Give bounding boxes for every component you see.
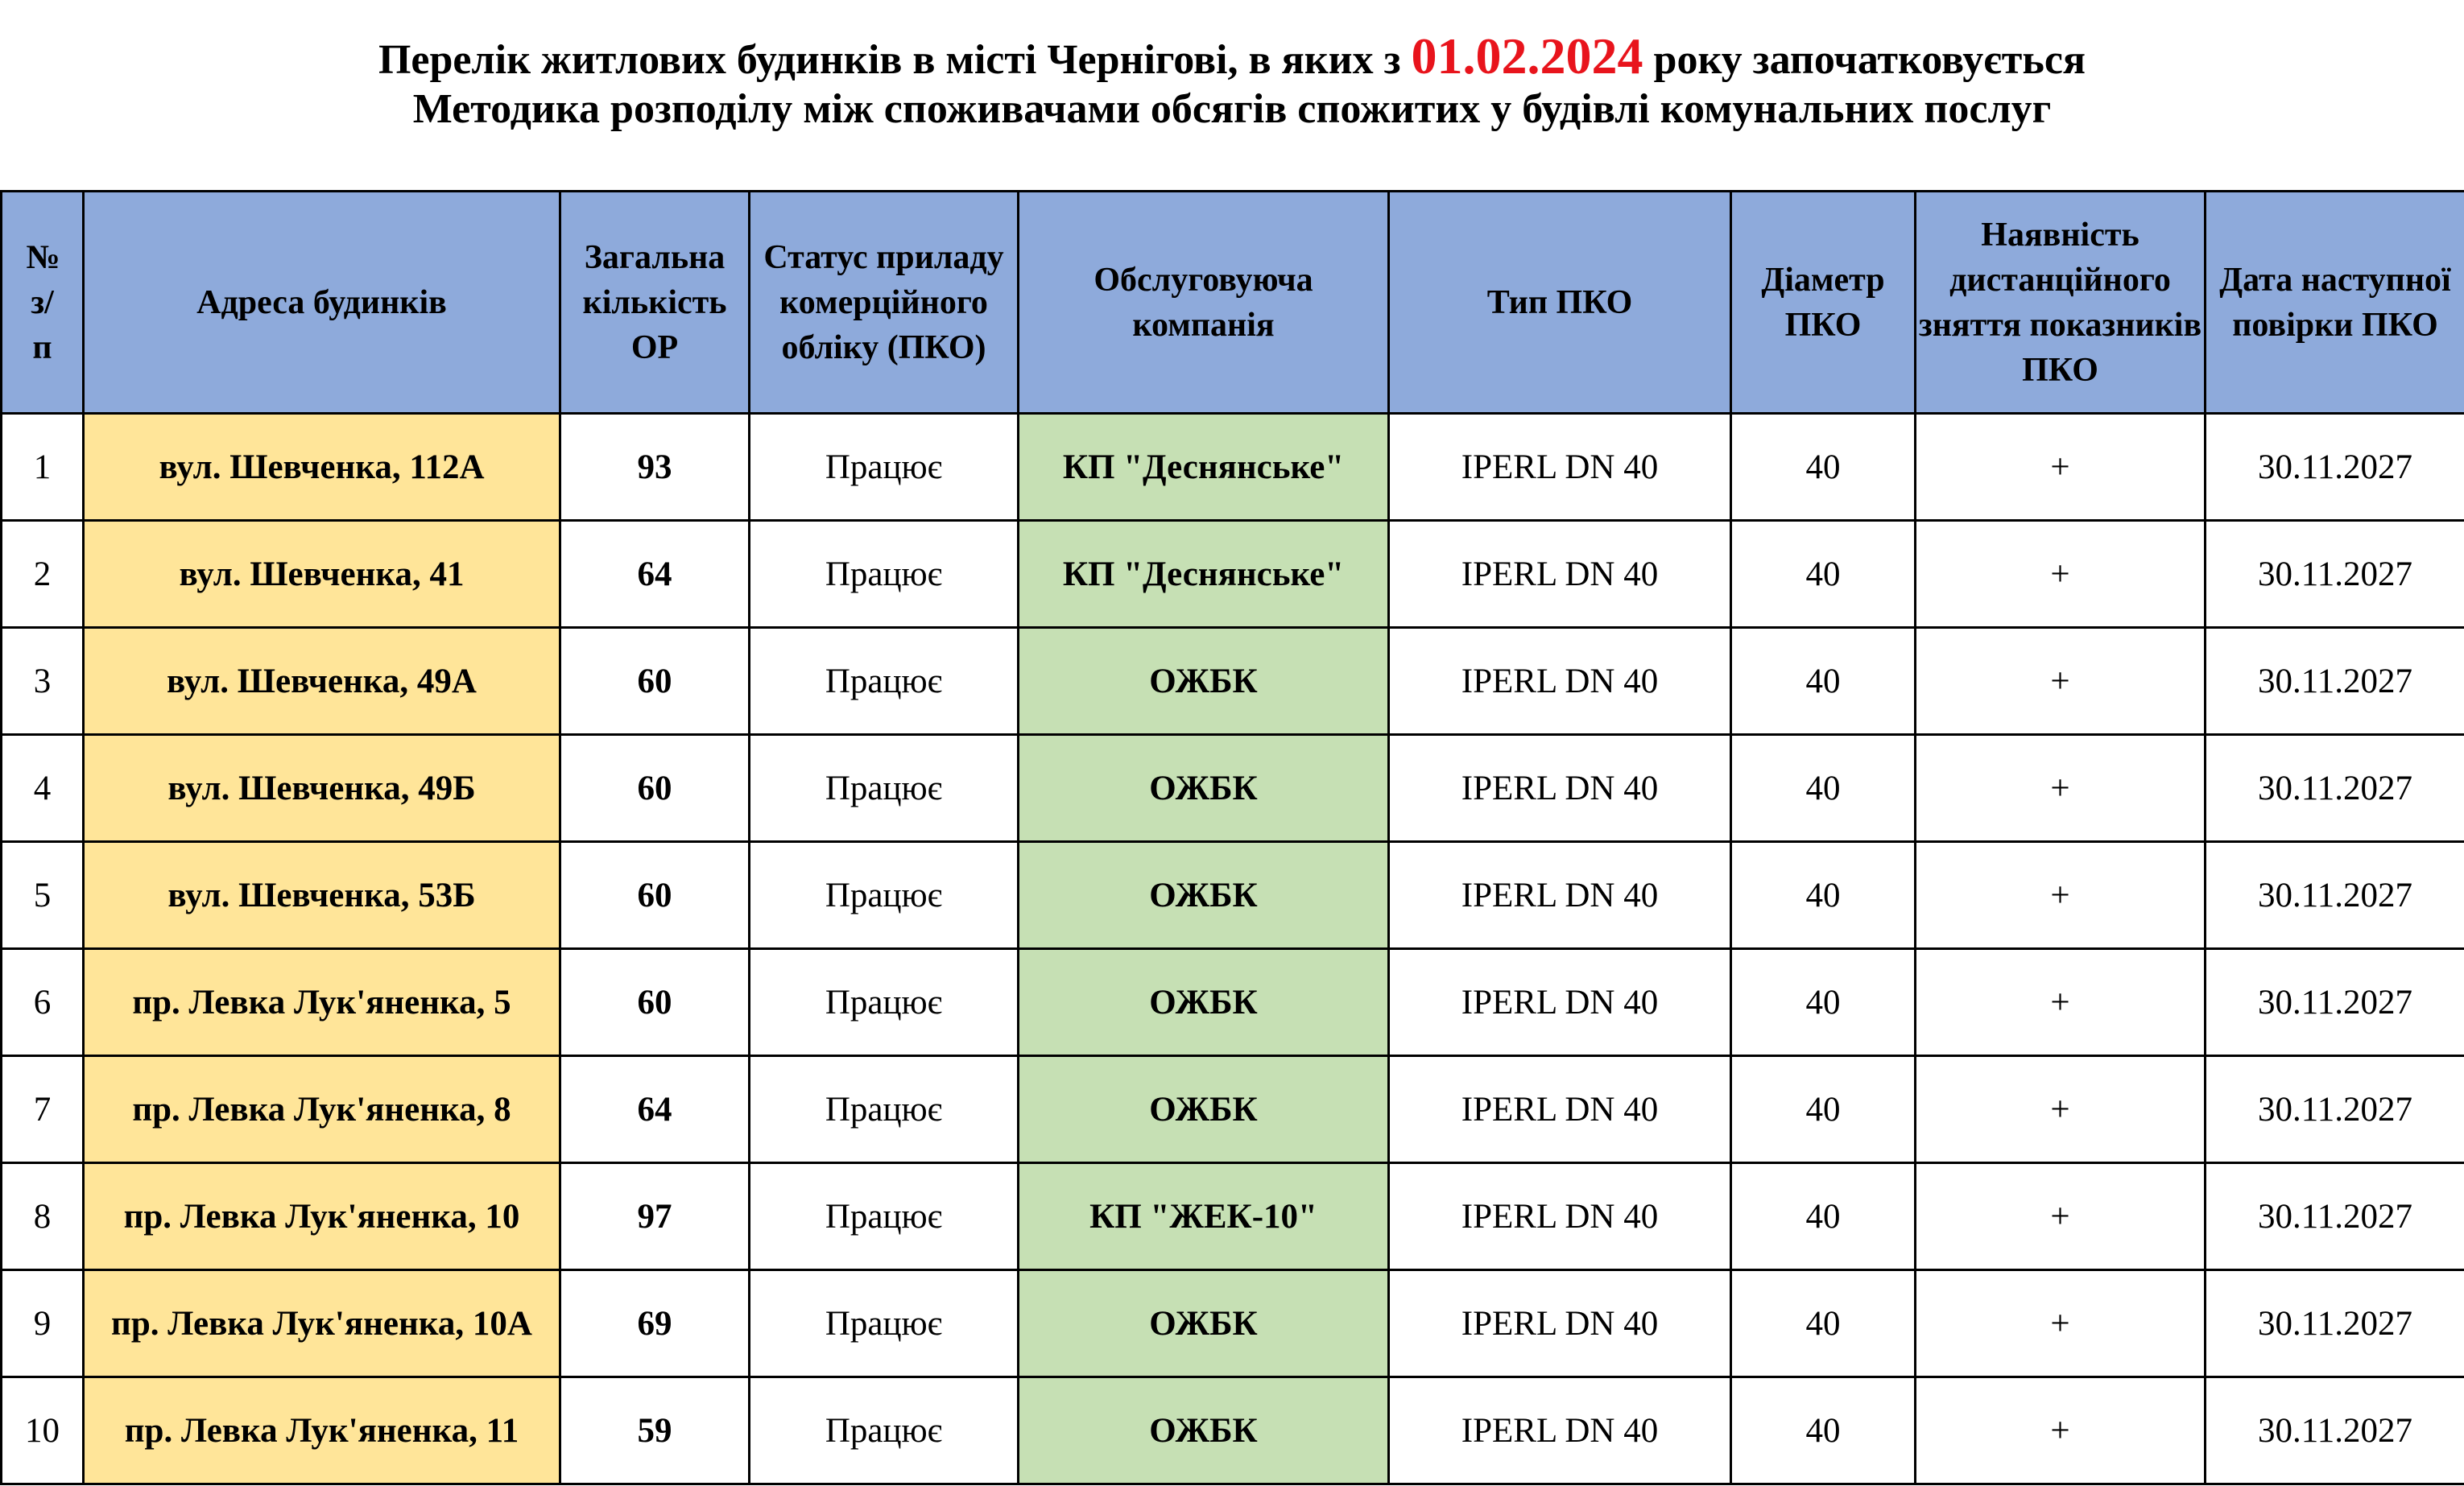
table-row bbox=[2, 414, 2464, 521]
cell-units: 60 bbox=[560, 842, 750, 949]
cell-company: КП "ЖЕК-10" bbox=[1019, 1163, 1389, 1270]
cell-date: 30.11.2027 bbox=[2206, 1056, 2464, 1163]
cell-num: 3 bbox=[2, 628, 84, 735]
cell-diameter: 40 bbox=[1731, 1056, 1916, 1163]
title-date: 01.02.2024 bbox=[1411, 27, 1643, 85]
cell-company: ОЖБК bbox=[1019, 842, 1389, 949]
cell-num: 5 bbox=[2, 842, 84, 949]
header-date: Дата наступної повірки ПКО bbox=[2206, 192, 2464, 414]
cell-units: 60 bbox=[560, 735, 750, 842]
cell-date: 30.11.2027 bbox=[2206, 1270, 2464, 1377]
cell-status: Працює bbox=[750, 628, 1019, 735]
table-row bbox=[2, 628, 2464, 735]
cell-date: 30.11.2027 bbox=[2206, 1163, 2464, 1270]
table-header-row bbox=[2, 192, 2464, 414]
cell-num: 7 bbox=[2, 1056, 84, 1163]
table-row bbox=[2, 1377, 2464, 1484]
cell-type: IPERL DN 40 bbox=[1389, 1377, 1731, 1484]
cell-units: 59 bbox=[560, 1377, 750, 1484]
cell-type: IPERL DN 40 bbox=[1389, 735, 1731, 842]
title-line-2: Методика розподілу між споживачами обсягів спожитих у будівлі комунальних послуг bbox=[412, 86, 2052, 132]
table-row bbox=[2, 842, 2464, 949]
cell-remote: + bbox=[1916, 735, 2206, 842]
table-row bbox=[2, 1163, 2464, 1270]
cell-address: вул. Шевченка, 112А bbox=[84, 414, 560, 521]
cell-remote: + bbox=[1916, 1163, 2206, 1270]
cell-company: ОЖБК bbox=[1019, 1270, 1389, 1377]
cell-date: 30.11.2027 bbox=[2206, 949, 2464, 1056]
cell-remote: + bbox=[1916, 842, 2206, 949]
cell-company: ОЖБК bbox=[1019, 1056, 1389, 1163]
cell-units: 60 bbox=[560, 949, 750, 1056]
houses-table bbox=[0, 190, 2464, 1485]
cell-date: 30.11.2027 bbox=[2206, 735, 2464, 842]
table-row bbox=[2, 1056, 2464, 1163]
cell-status: Працює bbox=[750, 1056, 1019, 1163]
cell-status: Працює bbox=[750, 842, 1019, 949]
cell-units: 60 bbox=[560, 628, 750, 735]
cell-company: КП "Деснянське" bbox=[1019, 414, 1389, 521]
cell-num: 4 bbox=[2, 735, 84, 842]
cell-remote: + bbox=[1916, 949, 2206, 1056]
cell-type: IPERL DN 40 bbox=[1389, 949, 1731, 1056]
title-line-1 bbox=[0, 27, 2464, 85]
cell-address: вул. Шевченка, 49Б bbox=[84, 735, 560, 842]
cell-company: ОЖБК bbox=[1019, 628, 1389, 735]
cell-diameter: 40 bbox=[1731, 842, 1916, 949]
cell-diameter: 40 bbox=[1731, 735, 1916, 842]
cell-diameter: 40 bbox=[1731, 1270, 1916, 1377]
cell-remote: + bbox=[1916, 628, 2206, 735]
cell-diameter: 40 bbox=[1731, 1163, 1916, 1270]
cell-num: 8 bbox=[2, 1163, 84, 1270]
cell-remote: + bbox=[1916, 521, 2206, 628]
cell-type: IPERL DN 40 bbox=[1389, 628, 1731, 735]
cell-num: 9 bbox=[2, 1270, 84, 1377]
cell-status: Працює bbox=[750, 1163, 1019, 1270]
cell-units: 69 bbox=[560, 1270, 750, 1377]
title-text-after-date: року започатковується bbox=[1643, 37, 2086, 83]
cell-date: 30.11.2027 bbox=[2206, 414, 2464, 521]
cell-address: вул. Шевченка, 41 bbox=[84, 521, 560, 628]
table-row bbox=[2, 521, 2464, 628]
cell-company: ОЖБК bbox=[1019, 949, 1389, 1056]
cell-company: ОЖБК bbox=[1019, 1377, 1389, 1484]
table-row bbox=[2, 735, 2464, 842]
cell-status: Працює bbox=[750, 1270, 1019, 1377]
cell-status: Працює bbox=[750, 521, 1019, 628]
header-type: Тип ПКО bbox=[1389, 192, 1731, 414]
header-units: Загальна кількість ОР bbox=[560, 192, 750, 414]
table-row bbox=[2, 1270, 2464, 1377]
cell-num: 6 bbox=[2, 949, 84, 1056]
cell-date: 30.11.2027 bbox=[2206, 521, 2464, 628]
cell-type: IPERL DN 40 bbox=[1389, 1163, 1731, 1270]
cell-date: 30.11.2027 bbox=[2206, 1377, 2464, 1484]
cell-type: IPERL DN 40 bbox=[1389, 842, 1731, 949]
cell-diameter: 40 bbox=[1731, 949, 1916, 1056]
table-row bbox=[2, 949, 2464, 1056]
cell-remote: + bbox=[1916, 1270, 2206, 1377]
cell-address: пр. Левка Лук'яненка, 5 bbox=[84, 949, 560, 1056]
cell-units: 97 bbox=[560, 1163, 750, 1270]
cell-status: Працює bbox=[750, 735, 1019, 842]
cell-address: пр. Левка Лук'яненка, 11 bbox=[84, 1377, 560, 1484]
header-num: № з/п bbox=[2, 192, 84, 414]
cell-type: IPERL DN 40 bbox=[1389, 414, 1731, 521]
cell-remote: + bbox=[1916, 1056, 2206, 1163]
cell-company: КП "Деснянське" bbox=[1019, 521, 1389, 628]
cell-diameter: 40 bbox=[1731, 628, 1916, 735]
cell-diameter: 40 bbox=[1731, 521, 1916, 628]
cell-company: ОЖБК bbox=[1019, 735, 1389, 842]
document-title bbox=[0, 0, 2464, 190]
cell-address: пр. Левка Лук'яненка, 8 bbox=[84, 1056, 560, 1163]
cell-date: 30.11.2027 bbox=[2206, 842, 2464, 949]
cell-type: IPERL DN 40 bbox=[1389, 521, 1731, 628]
cell-address: пр. Левка Лук'яненка, 10А bbox=[84, 1270, 560, 1377]
cell-remote: + bbox=[1916, 1377, 2206, 1484]
header-company: Обслуговуюча компанія bbox=[1019, 192, 1389, 414]
cell-type: IPERL DN 40 bbox=[1389, 1270, 1731, 1377]
cell-address: пр. Левка Лук'яненка, 10 bbox=[84, 1163, 560, 1270]
cell-num: 10 bbox=[2, 1377, 84, 1484]
cell-date: 30.11.2027 bbox=[2206, 628, 2464, 735]
header-diameter: Діаметр ПКО bbox=[1731, 192, 1916, 414]
header-status: Статус приладу комерційного обліку (ПКО) bbox=[750, 192, 1019, 414]
cell-address: вул. Шевченка, 53Б bbox=[84, 842, 560, 949]
cell-units: 93 bbox=[560, 414, 750, 521]
cell-status: Працює bbox=[750, 1377, 1019, 1484]
title-text-before-date: Перелік житлових будинків в місті Чернігові, в яких з bbox=[378, 37, 1412, 83]
cell-units: 64 bbox=[560, 521, 750, 628]
cell-remote: + bbox=[1916, 414, 2206, 521]
cell-num: 2 bbox=[2, 521, 84, 628]
header-address: Адреса будинків bbox=[84, 192, 560, 414]
cell-num: 1 bbox=[2, 414, 84, 521]
cell-status: Працює bbox=[750, 949, 1019, 1056]
cell-diameter: 40 bbox=[1731, 1377, 1916, 1484]
cell-status: Працює bbox=[750, 414, 1019, 521]
header-remote: Наявність дистанційного зняття показників ПКО bbox=[1916, 192, 2206, 414]
cell-units: 64 bbox=[560, 1056, 750, 1163]
cell-address: вул. Шевченка, 49А bbox=[84, 628, 560, 735]
cell-diameter: 40 bbox=[1731, 414, 1916, 521]
cell-type: IPERL DN 40 bbox=[1389, 1056, 1731, 1163]
